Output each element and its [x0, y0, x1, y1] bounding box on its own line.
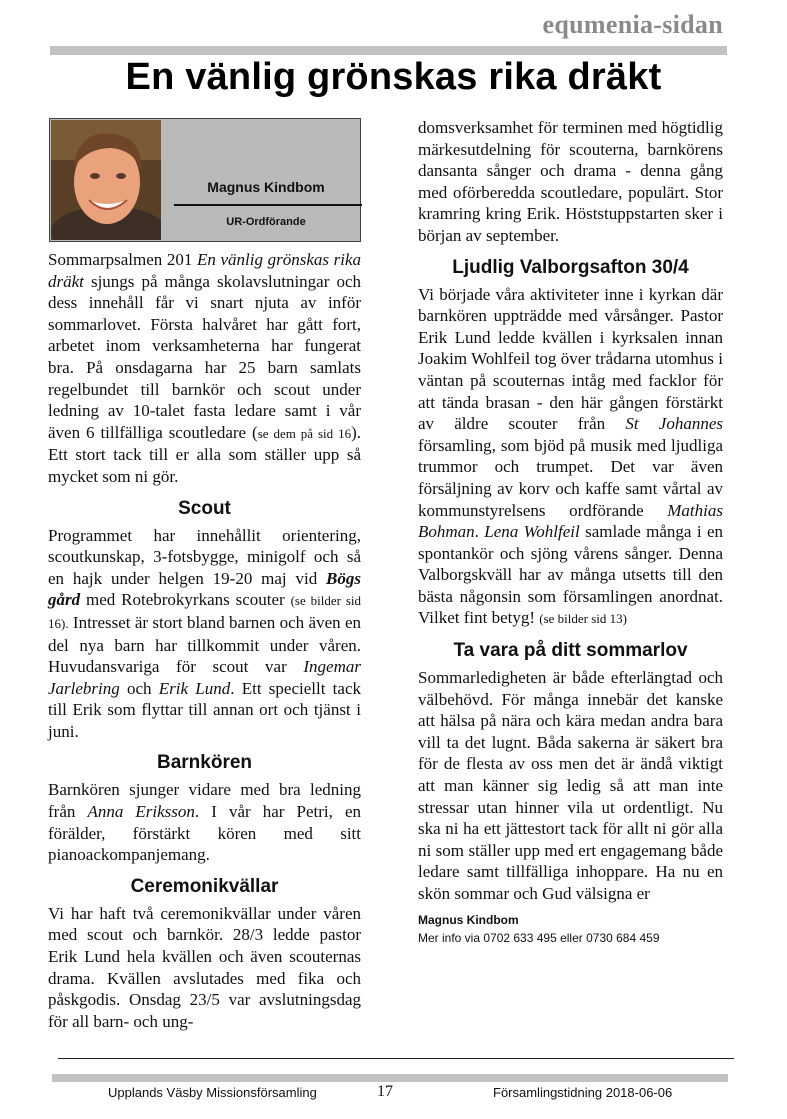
ceremoni-paragraph: Vi har haft två ceremonikvällar under våren med scout och barnkör. 28/3 ledde pastor Erik Lund hela kvällen och även scouternas drama. Kvällen avslutades med fika och påskgodis. Onsdag 23/5 var avslutningsdag för all barn- och ung- — [48, 903, 361, 1031]
section-heading-valborg: Ljudlig Valborgsafton 30/4 — [452, 256, 689, 278]
scout-text: Programmet har innehållit orientering, scoutkunskap, 3-fotsbygge, minigolf och så en hajk under helgen 19-20 maj vid — [48, 525, 361, 588]
page-reference: se dem på sid 16 — [257, 425, 352, 441]
author-role: UR-Ordförande — [226, 216, 306, 228]
parish-name: St Johannes — [625, 414, 723, 434]
valborg-text: samlade många i en spontankör och sjöng vårens sånger. Denna Valborgskväll har av många utsetts till den bästa någonsin som församlingen anordnat. Vilket fint betyg! — [418, 522, 723, 628]
brand-title: equmenia-sidan — [542, 10, 723, 39]
profile-card — [49, 118, 361, 242]
signature: Magnus Kindbom — [418, 912, 519, 927]
scout-text: . Ett speciellt tack till Erik som flyttar till annan ort och tjänst i juni. — [48, 678, 362, 741]
person-name: Mathias Bohman — [418, 500, 723, 542]
valborg-text: . — [474, 522, 485, 542]
place-name: Bögs gård — [48, 568, 361, 610]
valborg-text: församling, som bjöd på musik med ljudliga trummor och trumpet. Det var även försäljning av korv och kaffe samt vårtal av kommunstyrelsens ordförande — [418, 435, 723, 520]
contact-info: Mer info via 0702 633 495 eller 0730 684 459 — [418, 930, 660, 945]
page-title: En vänlig grönskas rika dräkt — [125, 56, 662, 98]
author-name: Magnus Kindbom — [207, 179, 325, 195]
person-name: Anna Eriksson — [87, 802, 195, 822]
section-heading-ceremoni: Ceremonikvällar — [130, 875, 279, 897]
scout-text: med Rotebrokyrkans scouter — [80, 590, 291, 610]
section-heading-barnkoren: Barnkören — [156, 752, 253, 774]
continued-paragraph: domsverksamhet för terminen med högtidlig märkesutdelning för scouterna, barnkörens dansanta sånger och drama - denna gång med oförberedda scoutledare, populärt. Stor kramring kring Erik. Höststuppstarten sker i början av september. — [418, 118, 723, 245]
column-left — [48, 249, 361, 1032]
person-name: Lena Wohlfeil — [484, 522, 580, 542]
section-heading-scout: Scout — [178, 497, 231, 519]
barnkoren-text: Barnkören sjunger vidare med bra ledning från — [48, 780, 361, 822]
name-underline — [174, 204, 362, 206]
person-name: Ingemar Jarlebring — [48, 657, 361, 698]
footer-issue: Församlingstidning 2018-06-06 — [493, 1085, 673, 1100]
barnkoren-text: . I vår har Petri, en förälder, förstärkt kören med sitt pianoackompanjemang. — [48, 802, 362, 865]
barnkoren-paragraph — [48, 779, 361, 865]
valborg-paragraph — [418, 284, 723, 631]
intro-text: Sommarpsalmen 201 — [48, 250, 197, 269]
sommarlov-paragraph: Sommarledigheten är både efterlängtad och välbehövd. För många innebär det kanske att hälsa på nära och kära medan andra bara vill ta det lugnt. Båda sakerna är säkert bra för de flesta av oss men det är ändå viktigt att man känner sig ledig så att man inte stressar utan hinner vila ut ordentligt. Nu ska ni ha ett jättestort tack för allt ni gör alla ni som ställer upp med ert engagemang både ledare samt tillfälliga inhoppare. Ha nu en skön sommar och Gud välsigna er — [418, 668, 723, 903]
scout-text: Intresset är stort bland barnen och även en del nya barn har tillkommit under våren. Huvudansvariga för scout var — [48, 612, 361, 677]
page-reference: (se bilder sid 16). — [48, 593, 362, 631]
section-heading-sommarlov: Ta vara på ditt sommarlov — [453, 640, 688, 662]
hymn-title: En vänlig grönskas rika dräkt — [48, 250, 361, 291]
scout-paragraph — [48, 525, 361, 743]
valborg-text: Vi började våra aktiviteter inne i kyrkan där barnkören uppträdde med vårsånger. Pastor Erik Lund ledde kvällen i kyrksalen innan Joakim Wohlfeil tog över trådarna utomhus i väntan på scouternas intåg med facklor för att tända brasan - den här gången förstärkt av äldre scouter från — [418, 284, 723, 434]
page-number: 17 — [377, 1083, 393, 1100]
column-right — [418, 117, 723, 947]
bottom-rule — [58, 1058, 734, 1059]
top-divider — [50, 46, 727, 55]
intro-text: ). Ett stort tack till er alla som ställer upp så mycket som ni gör. — [48, 422, 361, 486]
footer-divider — [52, 1074, 728, 1082]
page-reference: (se bilder sid 13) — [539, 611, 627, 627]
author-photo — [51, 120, 161, 240]
intro-text: sjungs på många skolavslutningar och dess innehåll får vi snart njuta av inför sommarlovet. Första halvåret har gått fort, arbetet inom verksamheterna har fungerat bra. På onsdagarna har 25 barn samlats regelbundet till barnkör och scout under ledning av 10-talet fasta ledare samt i vår även 6 tillfälliga scoutledare ( — [48, 271, 361, 442]
scout-text: och — [119, 678, 159, 698]
footer-congregation: Upplands Väsby Missionsförsamling — [108, 1085, 317, 1100]
intro-paragraph — [48, 249, 361, 488]
person-name: Erik Lund — [158, 678, 231, 698]
